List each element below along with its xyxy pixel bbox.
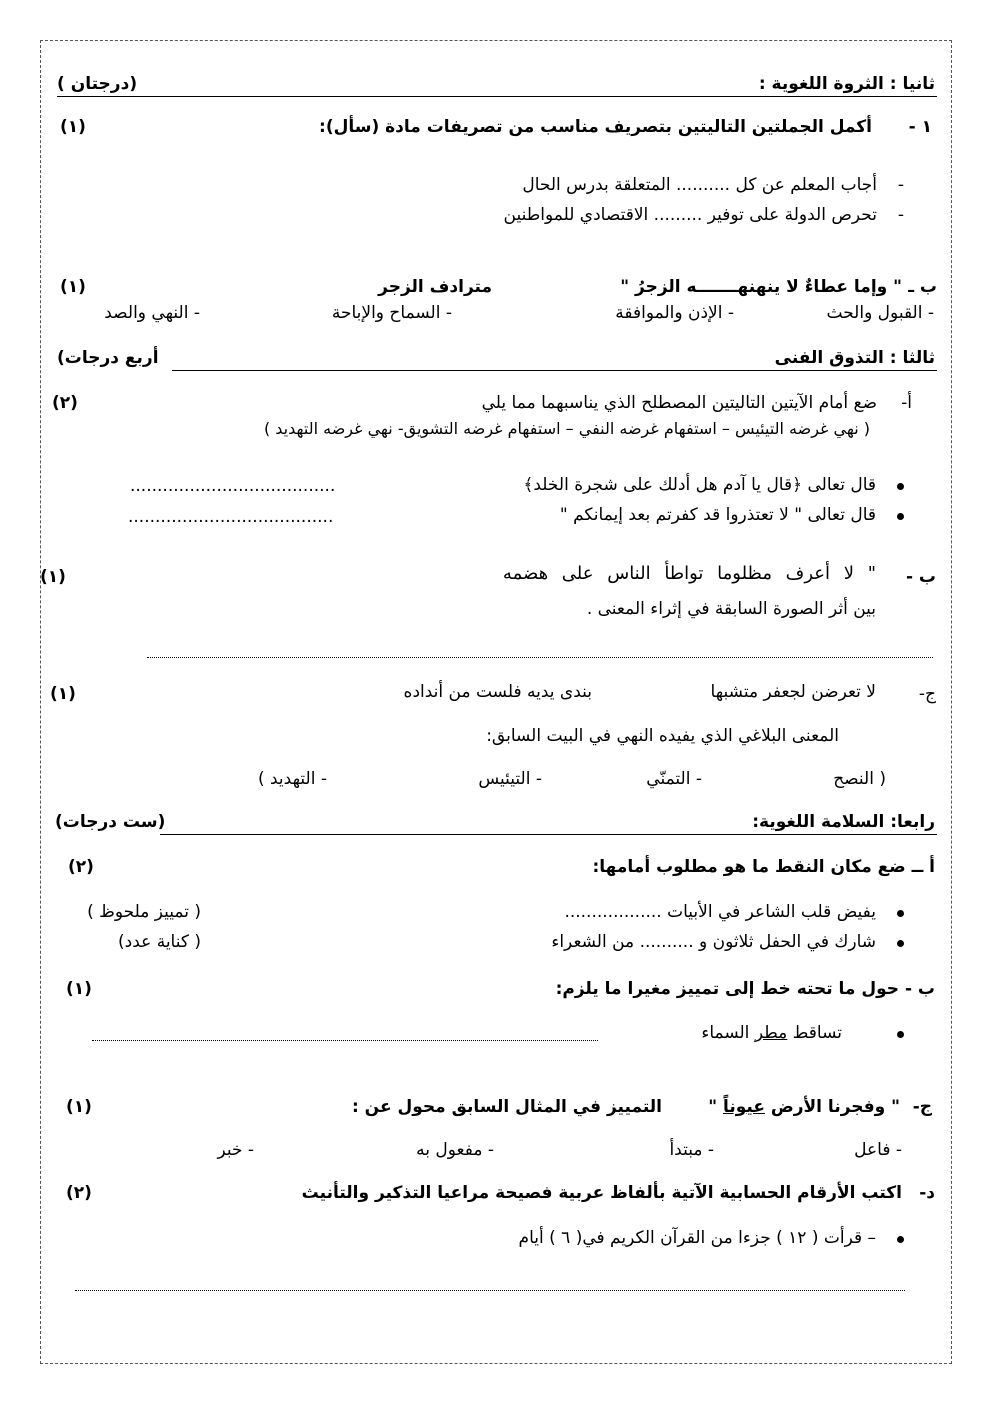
bullet bbox=[897, 1236, 904, 1243]
s4c-quote bbox=[708, 1097, 900, 1117]
bullet bbox=[897, 513, 904, 520]
sec4-marks: (ست درجات) bbox=[55, 812, 166, 832]
s3c-opt-1: ( النصح bbox=[833, 769, 886, 789]
q1-score: (١) bbox=[60, 117, 86, 137]
s3c-hemistich-1: لا تعرضن لجعفر متشبها bbox=[710, 682, 876, 702]
bullet bbox=[897, 1031, 904, 1038]
bullet bbox=[897, 483, 904, 490]
s4c-score: (١) bbox=[66, 1097, 92, 1117]
s3a-score: (٢) bbox=[52, 393, 78, 413]
s3c-label: ج- bbox=[918, 684, 936, 704]
s4a-item-2: شارك في الحفل ثلاثون و .......... من الشعراء bbox=[551, 932, 876, 952]
qb-quote: " وإما عطاءٌ لا ينهنهـــــــه الزجرُ " bbox=[620, 277, 902, 297]
s1-dash: - bbox=[897, 175, 904, 195]
s3c-opt-4: - التهديد ) bbox=[257, 769, 327, 789]
s4b-score: (١) bbox=[66, 979, 92, 999]
sec2-underline bbox=[57, 96, 937, 97]
s3c-opt-3: - التيئيس bbox=[478, 769, 542, 789]
s4c-opt-1: - فاعل bbox=[854, 1140, 902, 1160]
bullet bbox=[897, 940, 904, 947]
s3c-score: (١) bbox=[50, 684, 76, 704]
s3b-label: ب - bbox=[905, 567, 936, 587]
s4b-underlined-word: مطر bbox=[754, 1023, 788, 1043]
s4a-label: أ ــ ضع مكان النقط ما هو مطلوب أمامها: bbox=[592, 857, 935, 877]
s4c-quote-a: " وفجرنا الأرض bbox=[764, 1097, 900, 1117]
s2-text: تحرص الدولة على توفير ......... الاقتصادي للمواطنين bbox=[503, 205, 877, 225]
s4b-sentence bbox=[701, 1023, 842, 1043]
sec4-title: رابعا: السلامة اللغوية: bbox=[752, 812, 935, 832]
qb-label: ب ـ bbox=[908, 277, 937, 297]
s4c-quote-b: " bbox=[708, 1097, 723, 1117]
s4a-hint-1: ( تمييز ملحوظ ) bbox=[87, 902, 201, 922]
bullet bbox=[897, 910, 904, 917]
s4c-opt-3: - مفعول به bbox=[416, 1140, 494, 1160]
s4c-opt-2: - مبتدأ bbox=[669, 1140, 714, 1160]
s4d-text: اكتب الأرقام الحسابية الآتية بألفاظ عربية فصيحة مراعيا التذكير والتأنيث bbox=[301, 1183, 902, 1203]
s3a-blank-2: ...................................... bbox=[128, 507, 334, 527]
page-frame bbox=[40, 40, 952, 1364]
s4d-score: (٢) bbox=[66, 1183, 92, 1203]
s4b-pre: تساقط bbox=[787, 1023, 842, 1043]
q1-text: أكمل الجملتين التاليتين بتصريف مناسب من تصريفات مادة (سأل): bbox=[319, 117, 872, 137]
s4a-hint-2: ( كناية عدد) bbox=[118, 932, 201, 952]
s4b-post: السماء bbox=[701, 1023, 755, 1043]
sec4-underline bbox=[160, 834, 937, 835]
s1-text: أجاب المعلم عن كل .......... المتعلقة بدرس الحال bbox=[522, 175, 877, 195]
s4a-item-1: يفيض قلب الشاعر في الأبيات .................. bbox=[564, 902, 876, 922]
s3a-label: أ- bbox=[901, 393, 912, 413]
s4b-label: ب - حول ما تحته خط إلى تمييز مغيرا ما يلزم: bbox=[555, 979, 935, 999]
s3b-answer-line[interactable] bbox=[147, 657, 933, 658]
s3a-text: ضع أمام الآيتين التاليتين المصطلح الذي يناسبهما مما يلي bbox=[481, 393, 877, 413]
s4d-label: د- bbox=[919, 1183, 935, 1203]
sec2-marks: ( درجتان) bbox=[57, 74, 138, 94]
s4d-answer-line[interactable] bbox=[75, 1290, 905, 1291]
sec3-marks: (أربع درجات bbox=[57, 348, 159, 368]
qb-opt-1: - القبول والحث bbox=[826, 303, 934, 323]
qb-opt-2: - الإذن والموافقة bbox=[615, 303, 734, 323]
s3a-verse-1: قال تعالى ﴿قال يا آدم هل أدلك على شجرة الخلد﴾ bbox=[523, 475, 876, 495]
sec3-underline bbox=[172, 370, 937, 371]
s3a-verse-2: قال تعالى " لا تعتذروا قد كفرتم بعد إيمانكم " bbox=[559, 505, 876, 525]
s4b-answer-line[interactable] bbox=[92, 1040, 598, 1041]
qb-score: (١) bbox=[60, 277, 86, 297]
s4d-item: – قرأت ( ١٢ ) جزءا من القرآن الكريم في( ٦ ) أيام bbox=[518, 1228, 876, 1248]
s3a-choices: ( نهي غرضه التيئيس – استفهام غرضه النفي – استفهام غرضه التشويق- نهي غرضه التهديد ) bbox=[263, 419, 870, 438]
s4c-opt-4: - خبر bbox=[217, 1140, 254, 1160]
s4c-label: ج- bbox=[912, 1097, 932, 1117]
s3c-hemistich-2: بندى يديه فلست من أنداده bbox=[403, 682, 592, 702]
sec3-title: ثالثا : التذوق الفنى bbox=[774, 348, 935, 368]
s3b-task: بين أثر الصورة السابقة في إثراء المعنى . bbox=[586, 599, 876, 619]
qb-opt-3: - السماح والإباحة bbox=[331, 303, 452, 323]
s4c-task: التمييز في المثال السابق محول عن : bbox=[351, 1097, 662, 1117]
qb-opt-4: - النهي والصد bbox=[104, 303, 200, 323]
s3a-blank-1: ...................................... bbox=[130, 476, 336, 496]
qb-task: مترادف الزجر bbox=[378, 277, 492, 297]
s4a-score: (٢) bbox=[68, 857, 94, 877]
s4c-underlined-word: عيوناً bbox=[722, 1097, 765, 1117]
s3b-score: (١) bbox=[40, 567, 66, 587]
q1-num: ١ - bbox=[908, 117, 932, 137]
s3c-opt-2: - التمنّي bbox=[646, 769, 702, 789]
sec2-title: ثانيا : الثروة اللغوية : bbox=[758, 74, 935, 94]
s2-dash: - bbox=[897, 205, 904, 225]
s3b-verse: " لا أعرف مظلوما تواطأ الناس على هضمه bbox=[502, 563, 876, 584]
s3c-task: المعنى البلاغي الذي يفيده النهي في البيت السابق: bbox=[486, 726, 839, 746]
